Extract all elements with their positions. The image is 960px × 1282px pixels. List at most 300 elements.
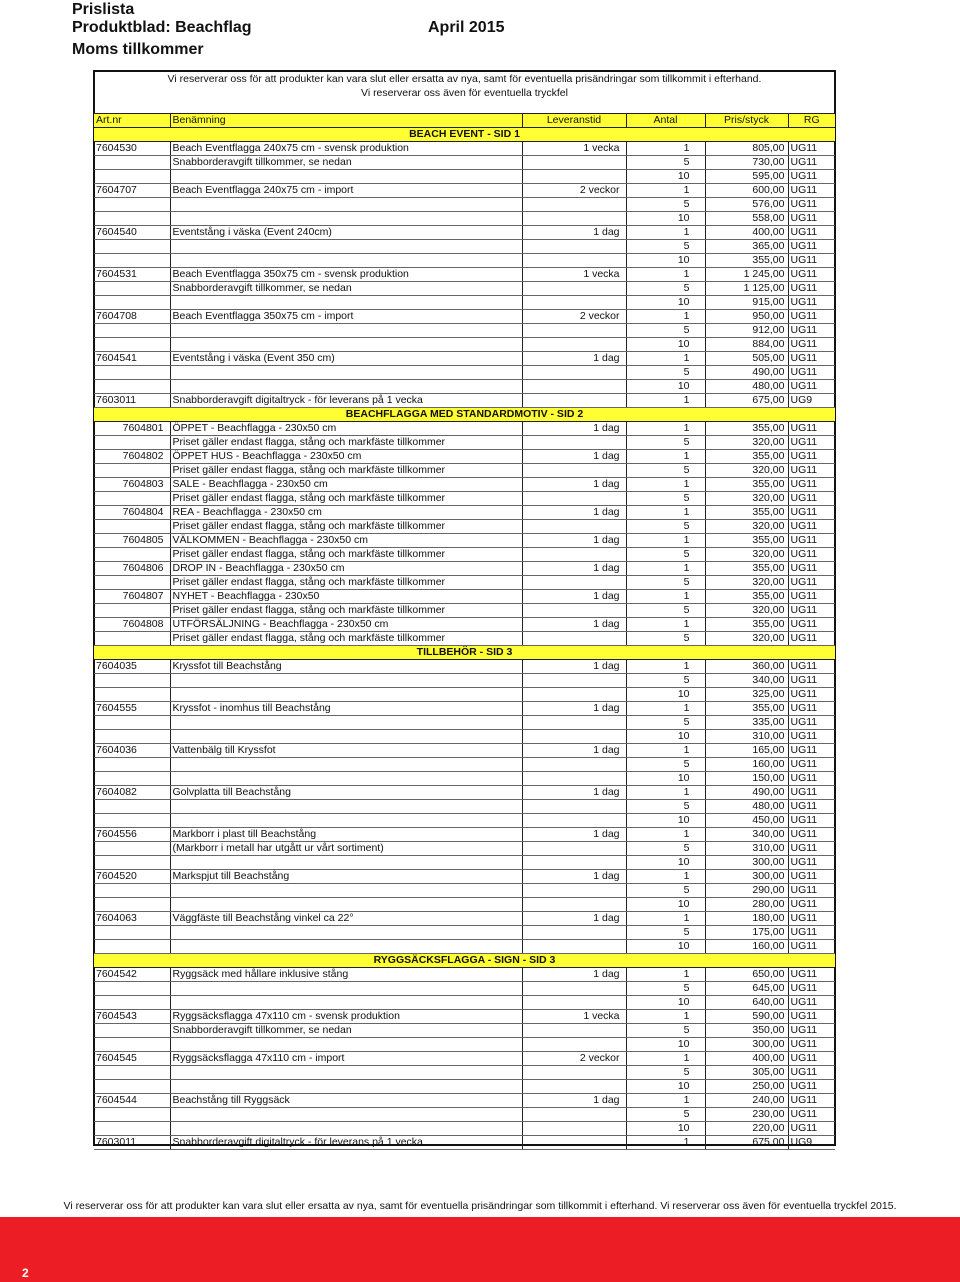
cell-benamning [170, 240, 522, 254]
section-title: TILLBEHÖR - SID 3 [94, 646, 835, 660]
table-row [94, 926, 835, 940]
cell-benamning: Priset gäller endast flagga, stång och markfäste tillkommer [170, 464, 522, 478]
cell-antal: 1 [626, 268, 705, 282]
cell-antal: 5 [626, 436, 705, 450]
cell-antal: 10 [626, 338, 705, 352]
cell-pris: 915,00 [705, 296, 788, 310]
cell-rg: UG11 [788, 1052, 835, 1066]
table-row [94, 436, 835, 450]
cell-art-nr [94, 338, 170, 352]
cell-leveranstid [522, 198, 626, 212]
disclaimer-line-1: Vi reserverar oss för att produkter kan vara slut eller ersatta av nya, samt för eventuella prisändringar som tillkommit i efterhand. [167, 73, 762, 85]
cell-benamning [170, 758, 522, 772]
table-row [94, 1052, 835, 1066]
cell-art-nr [94, 898, 170, 912]
cell-leveranstid [522, 982, 626, 996]
cell-benamning: Priset gäller endast flagga, stång och markfäste tillkommer [170, 520, 522, 534]
cell-art-nr [94, 926, 170, 940]
cell-antal: 1 [626, 702, 705, 716]
cell-art-nr: 7604543 [94, 1010, 170, 1024]
disclaimer-box [93, 72, 836, 100]
cell-benamning: Kryssfot till Beachstång [170, 660, 522, 674]
cell-rg: UG11 [788, 968, 835, 982]
cell-antal: 5 [626, 926, 705, 940]
cell-pris: 355,00 [705, 590, 788, 604]
cell-leveranstid: 1 dag [522, 450, 626, 464]
cell-art-nr [94, 1038, 170, 1052]
cell-benamning [170, 772, 522, 786]
cell-rg: UG11 [788, 506, 835, 520]
cell-pris: 280,00 [705, 898, 788, 912]
cell-benamning [170, 982, 522, 996]
cell-art-nr [94, 548, 170, 562]
cell-art-nr [94, 156, 170, 170]
cell-benamning: Beach Eventflagga 350x75 cm - svensk produktion [170, 268, 522, 282]
cell-leveranstid [522, 576, 626, 590]
cell-antal: 1 [626, 352, 705, 366]
cell-rg: UG11 [788, 436, 835, 450]
cell-antal: 5 [626, 716, 705, 730]
cell-antal: 5 [626, 1066, 705, 1080]
cell-rg: UG11 [788, 940, 835, 954]
cell-rg: UG11 [788, 422, 835, 436]
cell-pris: 600,00 [705, 184, 788, 198]
cell-leveranstid: 1 dag [522, 828, 626, 842]
cell-leveranstid [522, 688, 626, 702]
cell-benamning: Snabborderavgift digitaltryck - för leverans på 1 vecka [170, 394, 522, 408]
cell-antal: 1 [626, 184, 705, 198]
cell-antal: 1 [626, 506, 705, 520]
cell-rg: UG11 [788, 1122, 835, 1136]
footer-accent-bar [0, 1217, 960, 1282]
section-title: RYGGSÄCKSFLAGGA - SIGN - SID 3 [94, 954, 835, 968]
cell-antal: 1 [626, 1052, 705, 1066]
cell-pris: 340,00 [705, 828, 788, 842]
cell-rg: UG11 [788, 898, 835, 912]
cell-leveranstid: 2 veckor [522, 184, 626, 198]
table-row [94, 156, 835, 170]
cell-rg: UG9 [788, 1136, 835, 1150]
cell-art-nr [94, 884, 170, 898]
cell-art-nr [94, 856, 170, 870]
cell-pris: 645,00 [705, 982, 788, 996]
cell-benamning: Priset gäller endast flagga, stång och markfäste tillkommer [170, 604, 522, 618]
cell-rg: UG11 [788, 562, 835, 576]
cell-rg: UG11 [788, 240, 835, 254]
cell-rg: UG11 [788, 814, 835, 828]
cell-antal: 5 [626, 604, 705, 618]
table-row [94, 1136, 835, 1150]
cell-rg: UG11 [788, 912, 835, 926]
cell-antal: 5 [626, 548, 705, 562]
table-row [94, 884, 835, 898]
cell-rg: UG11 [788, 1066, 835, 1080]
cell-leveranstid: 1 dag [522, 660, 626, 674]
table-row [94, 520, 835, 534]
cell-pris: 160,00 [705, 940, 788, 954]
cell-leveranstid: 1 dag [522, 870, 626, 884]
cell-antal: 1 [626, 1010, 705, 1024]
cell-benamning: Beachstång till Ryggsäck [170, 1094, 522, 1108]
cell-leveranstid [522, 884, 626, 898]
cell-pris: 365,00 [705, 240, 788, 254]
cell-leveranstid [522, 814, 626, 828]
table-row [94, 380, 835, 394]
section-title: BEACHFLAGGA MED STANDARDMOTIV - SID 2 [94, 408, 835, 422]
cell-leveranstid [522, 212, 626, 226]
cell-rg: UG11 [788, 1108, 835, 1122]
table-row [94, 366, 835, 380]
cell-benamning: Snabborderavgift tillkommer, se nedan [170, 1024, 522, 1038]
cell-pris: 480,00 [705, 380, 788, 394]
cell-benamning: NYHET - Beachflagga - 230x50 [170, 590, 522, 604]
cell-benamning: (Markborr i metall har utgått ur vårt sortiment) [170, 842, 522, 856]
table-row [94, 282, 835, 296]
table-row [94, 1108, 835, 1122]
cell-benamning [170, 338, 522, 352]
cell-antal: 5 [626, 982, 705, 996]
cell-antal: 10 [626, 856, 705, 870]
cell-pris: 250,00 [705, 1080, 788, 1094]
cell-art-nr [94, 520, 170, 534]
cell-benamning [170, 1038, 522, 1052]
table-row [94, 1080, 835, 1094]
cell-pris: 310,00 [705, 730, 788, 744]
cell-rg: UG11 [788, 184, 835, 198]
cell-antal: 10 [626, 688, 705, 702]
cell-art-nr: 7604806 [94, 562, 170, 576]
cell-benamning: Ryggsäcksflagga 47x110 cm - import [170, 1052, 522, 1066]
cell-leveranstid [522, 296, 626, 310]
cell-antal: 5 [626, 800, 705, 814]
cell-art-nr: 7604556 [94, 828, 170, 842]
cell-pris: 558,00 [705, 212, 788, 226]
cell-benamning: Eventstång i väska (Event 240cm) [170, 226, 522, 240]
header-pris-styck: Pris/styck [705, 114, 788, 128]
cell-antal: 1 [626, 660, 705, 674]
cell-pris: 350,00 [705, 1024, 788, 1038]
cell-leveranstid [522, 940, 626, 954]
cell-leveranstid [522, 548, 626, 562]
cell-benamning [170, 730, 522, 744]
cell-rg: UG11 [788, 1094, 835, 1108]
cell-leveranstid [522, 772, 626, 786]
cell-rg: UG11 [788, 1080, 835, 1094]
cell-leveranstid [522, 800, 626, 814]
cell-rg: UG11 [788, 212, 835, 226]
cell-rg: UG11 [788, 450, 835, 464]
cell-art-nr [94, 240, 170, 254]
cell-leveranstid: 2 veckor [522, 1052, 626, 1066]
cell-rg: UG11 [788, 870, 835, 884]
cell-antal: 1 [626, 534, 705, 548]
cell-art-nr [94, 1080, 170, 1094]
cell-benamning: Markspjut till Beachstång [170, 870, 522, 884]
cell-art-nr: 7604035 [94, 660, 170, 674]
cell-pris: 320,00 [705, 492, 788, 506]
cell-antal: 1 [626, 744, 705, 758]
cell-pris: 160,00 [705, 758, 788, 772]
cell-pris: 505,00 [705, 352, 788, 366]
cell-benamning: ÖPPET HUS - Beachflagga - 230x50 cm [170, 450, 522, 464]
cell-leveranstid: 1 dag [522, 534, 626, 548]
cell-benamning: REA - Beachflagga - 230x50 cm [170, 506, 522, 520]
cell-rg: UG11 [788, 352, 835, 366]
cell-leveranstid [522, 632, 626, 646]
cell-art-nr: 7604545 [94, 1052, 170, 1066]
cell-benamning [170, 380, 522, 394]
cell-antal: 5 [626, 492, 705, 506]
cell-benamning [170, 1122, 522, 1136]
table-row [94, 450, 835, 464]
cell-pris: 450,00 [705, 814, 788, 828]
cell-benamning [170, 198, 522, 212]
table-row [94, 254, 835, 268]
cell-rg: UG11 [788, 338, 835, 352]
cell-antal: 10 [626, 1038, 705, 1052]
cell-leveranstid: 1 dag [522, 702, 626, 716]
cell-benamning [170, 254, 522, 268]
table-row [94, 184, 835, 198]
cell-pris: 220,00 [705, 1122, 788, 1136]
cell-antal: 5 [626, 240, 705, 254]
cell-art-nr [94, 380, 170, 394]
disclaimer-line-2: Vi reserverar oss även för eventuella tryckfel [361, 87, 568, 99]
cell-rg: UG11 [788, 366, 835, 380]
cell-rg: UG11 [788, 254, 835, 268]
cell-art-nr: 7604544 [94, 1094, 170, 1108]
cell-pris: 640,00 [705, 996, 788, 1010]
table-row [94, 198, 835, 212]
cell-benamning: Beach Eventflagga 240x75 cm - import [170, 184, 522, 198]
cell-art-nr: 7604807 [94, 590, 170, 604]
table-row [94, 982, 835, 996]
table-row [94, 240, 835, 254]
cell-pris: 320,00 [705, 632, 788, 646]
table-row [94, 1038, 835, 1052]
cell-art-nr: 7604801 [94, 422, 170, 436]
cell-benamning: Eventstång i väska (Event 350 cm) [170, 352, 522, 366]
cell-benamning [170, 996, 522, 1010]
table-row [94, 296, 835, 310]
cell-rg: UG11 [788, 520, 835, 534]
cell-leveranstid: 1 dag [522, 618, 626, 632]
cell-pris: 290,00 [705, 884, 788, 898]
cell-antal: 5 [626, 842, 705, 856]
cell-antal: 5 [626, 884, 705, 898]
table-row [94, 1010, 835, 1024]
cell-leveranstid: 1 dag [522, 744, 626, 758]
cell-rg: UG11 [788, 492, 835, 506]
vat-note: Moms tillkommer [72, 41, 204, 58]
cell-leveranstid [522, 926, 626, 940]
cell-benamning [170, 170, 522, 184]
cell-art-nr [94, 436, 170, 450]
section-header-row [94, 408, 835, 422]
cell-pris: 355,00 [705, 618, 788, 632]
cell-antal: 1 [626, 226, 705, 240]
table-row [94, 422, 835, 436]
cell-pris: 1 245,00 [705, 268, 788, 282]
cell-art-nr: 7604708 [94, 310, 170, 324]
cell-leveranstid: 1 vecka [522, 268, 626, 282]
doc-subtitle: Produktblad: Beachflag [72, 19, 252, 36]
cell-antal: 1 [626, 142, 705, 156]
cell-pris: 1 125,00 [705, 282, 788, 296]
cell-leveranstid [522, 1108, 626, 1122]
cell-rg: UG11 [788, 674, 835, 688]
table-row [94, 786, 835, 800]
cell-leveranstid [522, 842, 626, 856]
cell-pris: 355,00 [705, 506, 788, 520]
cell-leveranstid [522, 366, 626, 380]
cell-pris: 355,00 [705, 562, 788, 576]
cell-art-nr: 7604555 [94, 702, 170, 716]
cell-leveranstid [522, 170, 626, 184]
cell-rg: UG11 [788, 884, 835, 898]
cell-leveranstid [522, 758, 626, 772]
header-benamning: Benämning [170, 114, 522, 128]
cell-rg: UG11 [788, 688, 835, 702]
cell-antal: 10 [626, 772, 705, 786]
cell-art-nr [94, 492, 170, 506]
cell-antal: 10 [626, 212, 705, 226]
cell-pris: 912,00 [705, 324, 788, 338]
cell-rg: UG11 [788, 282, 835, 296]
cell-pris: 150,00 [705, 772, 788, 786]
cell-antal: 1 [626, 422, 705, 436]
cell-leveranstid [522, 394, 626, 408]
cell-art-nr: 7604530 [94, 142, 170, 156]
cell-leveranstid [522, 240, 626, 254]
cell-leveranstid: 1 dag [522, 912, 626, 926]
cell-art-nr: 7604520 [94, 870, 170, 884]
cell-antal: 5 [626, 520, 705, 534]
cell-rg: UG11 [788, 660, 835, 674]
cell-leveranstid: 2 veckor [522, 310, 626, 324]
cell-leveranstid [522, 1066, 626, 1080]
cell-antal: 10 [626, 730, 705, 744]
cell-rg: UG11 [788, 156, 835, 170]
cell-antal: 5 [626, 282, 705, 296]
cell-rg: UG11 [788, 842, 835, 856]
table-header-row [94, 114, 835, 128]
table-row [94, 1094, 835, 1108]
cell-rg: UG11 [788, 856, 835, 870]
cell-leveranstid: 1 dag [522, 226, 626, 240]
table-row [94, 506, 835, 520]
table-row [94, 478, 835, 492]
cell-leveranstid [522, 338, 626, 352]
cell-rg: UG11 [788, 604, 835, 618]
cell-antal: 10 [626, 296, 705, 310]
cell-rg: UG11 [788, 800, 835, 814]
table-row [94, 856, 835, 870]
cell-benamning [170, 212, 522, 226]
cell-rg: UG11 [788, 618, 835, 632]
cell-pris: 340,00 [705, 674, 788, 688]
cell-art-nr: 7604802 [94, 450, 170, 464]
table-row [94, 968, 835, 982]
cell-pris: 590,00 [705, 1010, 788, 1024]
table-row [94, 1024, 835, 1038]
cell-pris: 355,00 [705, 478, 788, 492]
cell-art-nr [94, 982, 170, 996]
cell-art-nr [94, 576, 170, 590]
cell-antal: 10 [626, 380, 705, 394]
cell-rg: UG11 [788, 786, 835, 800]
cell-rg: UG11 [788, 226, 835, 240]
cell-rg: UG11 [788, 590, 835, 604]
cell-pris: 300,00 [705, 870, 788, 884]
cell-benamning: Priset gäller endast flagga, stång och markfäste tillkommer [170, 548, 522, 562]
cell-benamning [170, 324, 522, 338]
cell-benamning: Golvplatta till Beachstång [170, 786, 522, 800]
cell-antal: 10 [626, 1080, 705, 1094]
cell-antal: 1 [626, 1094, 705, 1108]
cell-art-nr: 7604804 [94, 506, 170, 520]
cell-benamning [170, 1066, 522, 1080]
cell-pris: 490,00 [705, 786, 788, 800]
cell-benamning: DROP IN - Beachflagga - 230x50 cm [170, 562, 522, 576]
cell-leveranstid: 1 vecka [522, 142, 626, 156]
table-row [94, 730, 835, 744]
cell-art-nr: 7604540 [94, 226, 170, 240]
cell-benamning [170, 674, 522, 688]
cell-art-nr: 7604805 [94, 534, 170, 548]
table-row [94, 870, 835, 884]
cell-benamning [170, 296, 522, 310]
cell-rg: UG11 [788, 310, 835, 324]
cell-pris: 805,00 [705, 142, 788, 156]
table-row [94, 1066, 835, 1080]
section-header-row [94, 128, 835, 142]
cell-rg: UG11 [788, 198, 835, 212]
table-row [94, 898, 835, 912]
cell-art-nr [94, 800, 170, 814]
cell-antal: 1 [626, 394, 705, 408]
cell-leveranstid: 1 dag [522, 1094, 626, 1108]
cell-leveranstid [522, 898, 626, 912]
cell-benamning [170, 856, 522, 870]
cell-antal: 5 [626, 632, 705, 646]
cell-rg: UG11 [788, 744, 835, 758]
cell-pris: 480,00 [705, 800, 788, 814]
cell-antal: 10 [626, 996, 705, 1010]
cell-leveranstid [522, 1038, 626, 1052]
cell-antal: 10 [626, 170, 705, 184]
cell-benamning [170, 940, 522, 954]
header-antal: Antal [626, 114, 705, 128]
cell-art-nr [94, 1024, 170, 1038]
cell-leveranstid: 1 dag [522, 590, 626, 604]
cell-art-nr [94, 996, 170, 1010]
cell-rg: UG11 [788, 1024, 835, 1038]
cell-pris: 320,00 [705, 548, 788, 562]
cell-antal: 5 [626, 366, 705, 380]
cell-leveranstid: 1 dag [522, 352, 626, 366]
cell-rg: UG11 [788, 828, 835, 842]
table-row [94, 716, 835, 730]
cell-pris: 355,00 [705, 422, 788, 436]
cell-leveranstid: 1 vecka [522, 1010, 626, 1024]
cell-pris: 310,00 [705, 842, 788, 856]
cell-art-nr [94, 170, 170, 184]
table-row [94, 310, 835, 324]
cell-leveranstid [522, 604, 626, 618]
table-row [94, 828, 835, 842]
table-row [94, 940, 835, 954]
